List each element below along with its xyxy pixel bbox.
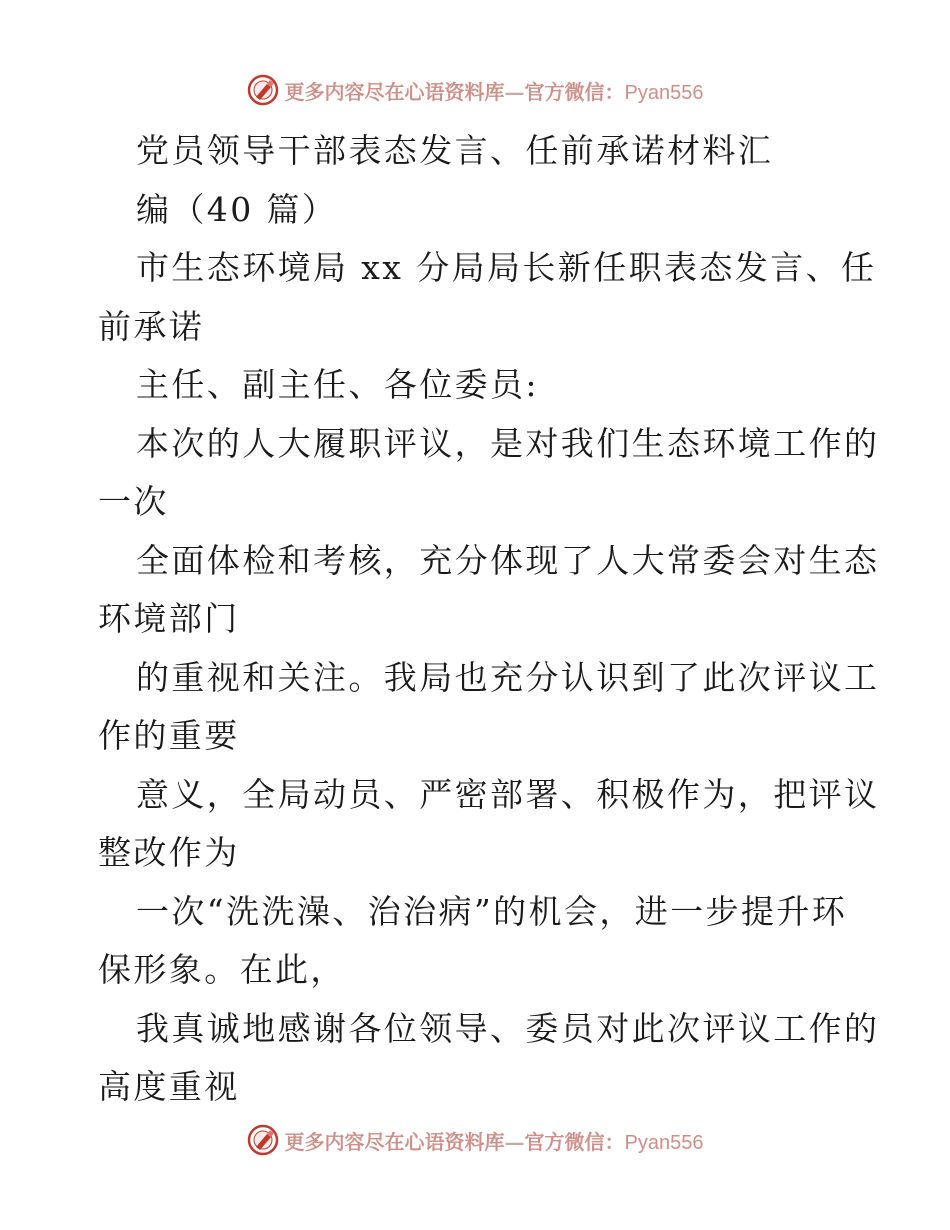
body-text-line: 高度重视 (98, 1067, 240, 1106)
document-title-line-2: 编（40 篇） (136, 189, 338, 229)
watermark-main-text: 更多内容尽在心语资料库 (284, 79, 505, 104)
body-text-line: 我真诚地感谢各位领导、委员对此次评议工作的 (136, 1008, 880, 1048)
header-watermark (0, 70, 950, 110)
body-text-line: 全面体检和考核，充分体现了人大常委会对生态 (136, 540, 880, 580)
body-text-line: 整改作为 (98, 833, 240, 872)
document-body (98, 122, 880, 1117)
body-text-line: 本次的人大履职评议，是对我们生态环境工作的 (136, 423, 880, 463)
watermark-separator: — (504, 1129, 525, 1154)
body-text-line: 意义，全局动员、严密部署、积极作为，把评议 (136, 774, 880, 814)
body-text-line: 环境部门 (98, 599, 240, 638)
watermark-wechat-label: 官方微信： (524, 1129, 625, 1154)
body-text-line: 一次 (98, 482, 169, 521)
watermark-wechat-id: Pyan556 (624, 81, 704, 104)
salutation-line: 主任、副主任、各位委员: (136, 365, 539, 404)
watermark-text (285, 76, 704, 105)
watermark-separator: — (504, 79, 525, 104)
body-text-line: 保形象。在此， (98, 950, 346, 989)
watermark-text (285, 1126, 704, 1155)
watermark-wechat-label: 官方微信： (524, 79, 625, 104)
body-text-line: 的重视和关注。我局也充分认识到了此次评议工 (136, 657, 880, 697)
document-title-line-1: 党员领导干部表态发言、任前承诺材料汇 (136, 131, 774, 170)
section-heading-line-2: 前承诺 (98, 306, 205, 346)
pen-nib-logo-icon (247, 1124, 279, 1156)
section-heading-line-1: 市生态环境局 xx 分局局长新任职表态发言、任 (136, 248, 877, 287)
watermark-main-text: 更多内容尽在心语资料库 (284, 1129, 505, 1154)
watermark-wechat-id: Pyan556 (624, 1131, 704, 1154)
footer-watermark (0, 1120, 950, 1160)
body-text-line: 作的重要 (98, 716, 240, 755)
body-text-line: 一次“洗洗澡、治治病”的机会，进一步提升环 (136, 891, 848, 931)
pen-nib-logo-icon (247, 74, 279, 106)
